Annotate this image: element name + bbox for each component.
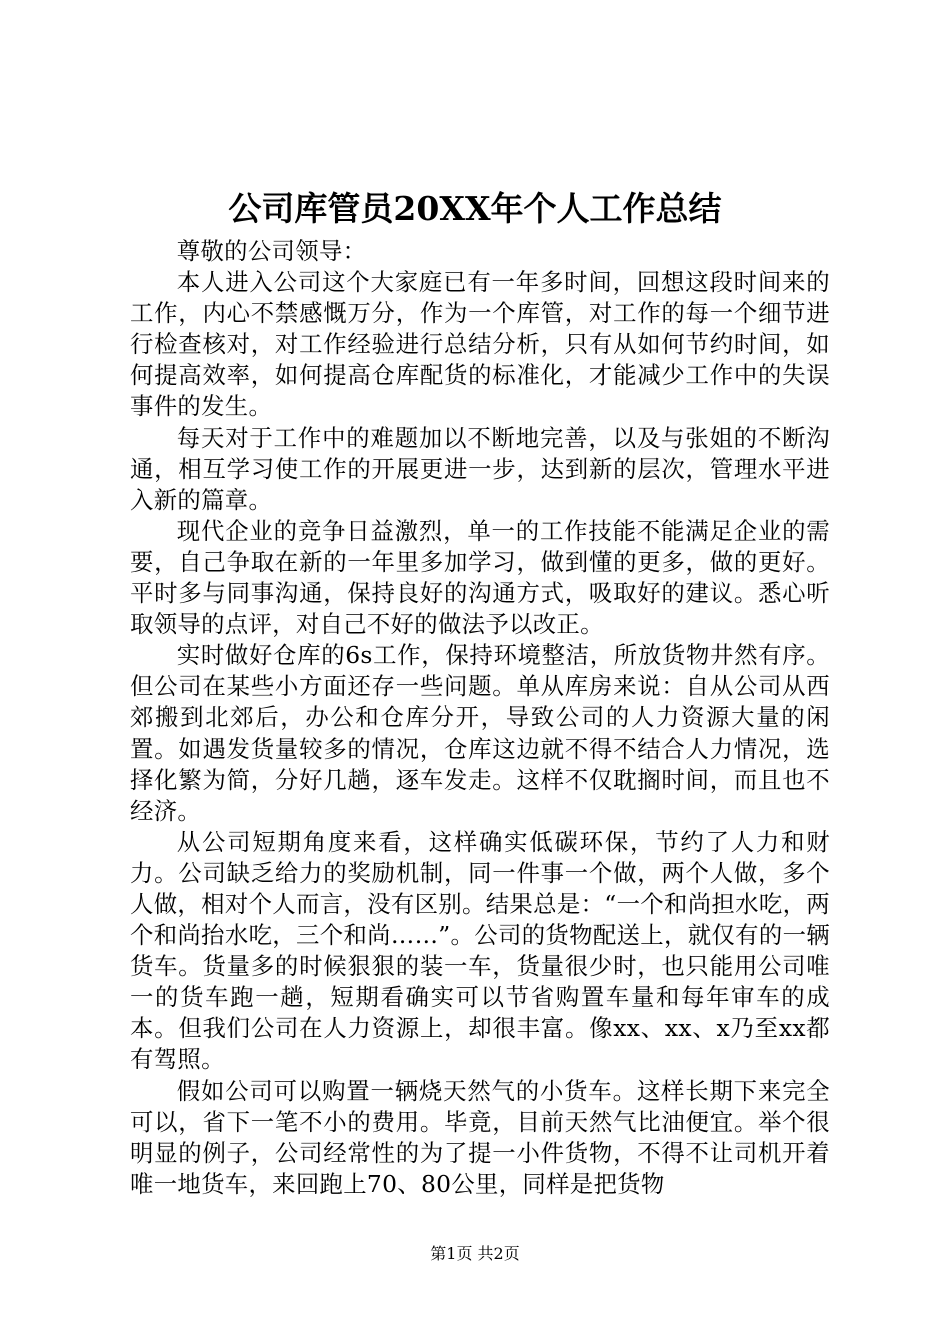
paragraph-3: 现代企业的竞争日益激烈，单一的工作技能不能满足企业的需要，自己争取在新的一年里多加学习，做到懂的更多，做的更好。平时多与同事沟通，保持良好的沟通方式，吸取好的建议。悉心听取领导的点评，对自己不好的做法予以改正。 [130,516,830,639]
salutation: 尊敬的公司领导： [176,237,367,265]
document-body [130,236,830,1200]
page-footer: 第1页 共2页 [430,1244,520,1263]
paragraph-1: 本人进入公司这个大家庭已有一年多时间，回想这段时间来的工作，内心不禁感慨万分，作为一个库管，对工作的每一个细节进行检查核对，对工作经验进行总结分析，只有从如何节约时间，如何提高效率，如何提高仓库配货的标准化，才能减少工作中的失误事件的发生。 [130,268,830,421]
paragraph-5: 从公司短期角度来看，这样确实低碳环保，节约了人力和财力。公司缺乏给力的奖励机制，同一件事一个做，两个人做，多个人做，相对个人而言，没有区别。结果总是：“一个和尚担水吃，两个和尚抬水吃，三个和尚……”。公司的货物配送上，就仅有的一辆货车。货量多的时候狠狠的装一车，货量很少时，也只能用公司唯一的货车跑一趟，短期看确实可以节省购置车量和每年审车的成本。但我们公司在人力资源上，却很丰富。像xx、xx、x乃至xx都有驾照。 [130,827,830,1074]
paragraph-4: 实时做好仓库的6s工作，保持环境整洁，所放货物井然有序。但公司在某些小方面还存一些问题。单从库房来说：自从公司从西郊搬到北郊后，办公和仓库分开，导致公司的人力资源大量的闲置。如遇发货量较多的情况，仓库这边就不得不结合人力情况，选择化繁为简，分好几趟，逐车发走。这样不仅耽搁时间，而且也不经济。 [130,641,830,825]
paragraph-6: 假如公司可以购置一辆烧天然气的小货车。这样长期下来完全可以，省下一笔不小的费用。毕竟，目前天然气比油便宜。举个很明显的例子，公司经常性的为了提一小件货物，不得不让司机开着唯一地货车，来回跑上70、80公里，同样是把货物 [130,1076,830,1198]
document-title: 公司库管员20XX年个人工作总结 [228,189,722,228]
paragraph-2: 每天对于工作中的难题加以不断地完善，以及与张姐的不断沟通，相互学习使工作的开展更进一步，达到新的层次，管理水平进入新的篇章。 [130,423,830,514]
